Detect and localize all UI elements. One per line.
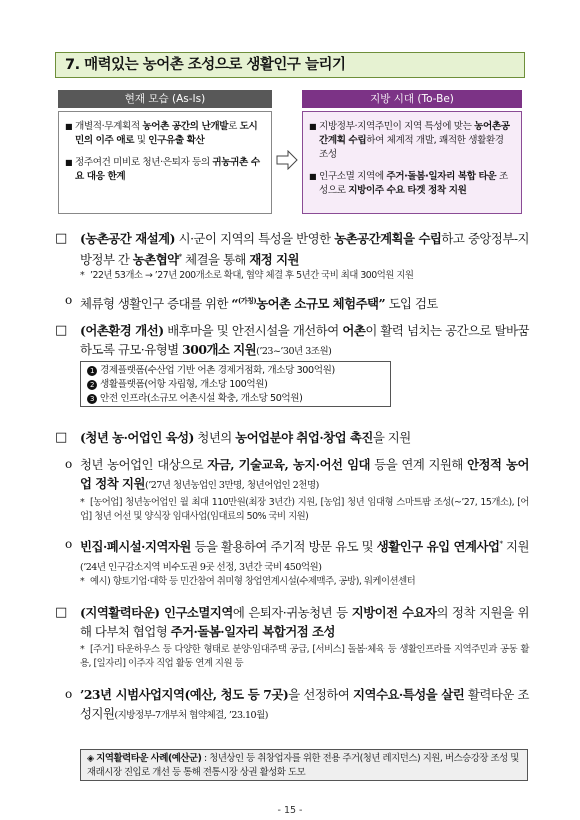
square-bullet-icon: ■ xyxy=(65,158,73,167)
section-rural-redesign: □ (농촌공간 재설계) 시·군이 지역의 특성을 반영한 농촌공간계획을 수립하고 중앙정부-지방정부 간 농촌협약* 체결을 통해 재정 지원 xyxy=(55,231,529,268)
to-be-box xyxy=(302,111,522,214)
section-vitality-town: □ (지역활력타운) 인구소멸지역에 은퇴자·귀농청년 등 지방이전 수요자의 정착 지원을 위해 다부처 협업형 주거·돌봄·일자리 복합거점 조성 xyxy=(55,605,529,639)
to-be-item-1: 지방정부·지역주민이 지역 특성에 맞는 농어촌공간계획 수립하여 체계적 개발, 쾌적한 생활환경 조성 xyxy=(319,121,510,160)
as-is-item-1: 개별적·무계획적 농어촌 공간의 난개발로 도시민의 이주 애로 및 인구유출 확산 xyxy=(75,121,258,146)
right-arrow-icon xyxy=(276,150,298,170)
as-is-header: 현재 모습 (As-Is) xyxy=(58,90,272,108)
note-youth-support: * [농어업] 청년농어업인 월 최대 110만원(최장 3년간) 지원, [농업] 청년 임대형 스마트팜 조성(~’27, 15개소), [어업] 청년 어선 및 양식장 임대사업(임대료의 50% 국비 지원) xyxy=(80,497,529,522)
case-text: : 청년상인 등 취창업자를 위한 전용 주거(청년 레지던스) 지원, 버스승강장 조성 및 재래시장 진입로 개선 등 통해 전통시장 상권 활성화 도모 xyxy=(87,753,519,778)
circle-bullet-icon: o xyxy=(65,537,72,551)
number-2-icon: 2 xyxy=(87,380,97,390)
note-vitality-town: * [주거] 타운하우스 등 다양한 형태로 분양·임대주택 공급, [서비스] 돌봄·체육 등 생활인프라를 지역주민과 공동 활용, [일자리] 이주자 직업 활동 연계 지원 등 xyxy=(80,644,529,669)
circle-bullet-icon: o xyxy=(65,687,72,701)
checkbox-square-icon: □ xyxy=(55,323,67,338)
checkbox-square-icon: □ xyxy=(55,605,67,620)
diamond-bullet-icon: ◈ xyxy=(87,753,94,764)
list-item: 2 생활플랫폼(어항 자립형, 개소당 100억원) xyxy=(87,378,384,392)
square-bullet-icon: ■ xyxy=(309,172,317,181)
number-1-icon: 1 xyxy=(87,366,97,376)
note-vacant-example: * 예시) 향토기업·대학 등 민간참여 취미형 창업연계시설(수제맥주, 공방), 워케이션센터 xyxy=(80,576,416,587)
list-item: 1 경제플랫폼(수산업 기반 어촌 경제거점화, 개소당 300억원) xyxy=(87,364,384,378)
to-be-header: 지방 시대 (To-Be) xyxy=(302,90,522,108)
sub-experience-housing: o 체류형 생활인구 증대를 위한 “$^{(가칭)}$농어촌 소규모 체험주택” 도입 검토 xyxy=(65,293,438,312)
section-youth-farmers: □ (청년 농·어업인 육성) 청년의 농어업분야 취업·창업 촉진을 지원 xyxy=(55,430,411,445)
sub-youth-settlement: o 청년 농어업인 대상으로 자금, 기술교육, 농지·어선 임대 등을 연계 지원해 안정적 농어업 정착 지원(’27년 청년농업인 3만명, 청년어업인 2천명) xyxy=(65,457,529,491)
circle-bullet-icon: o xyxy=(65,457,72,471)
sub-pilot-areas: o ’23년 시범사업지역(예산, 청도 등 7곳)을 선정하여 지역수요·특성을 살린 활력타운 조성지원(지방정부-7개부처 협약체결, ’23.10월) xyxy=(65,687,529,721)
section-fishing-village: □ (어촌환경 개선) 배후마을 및 안전시설을 개선하여 어촌이 활력 넘치는 공간으로 탈바꿈하도록 규모·유형별 300개소 지원(’23~’30년 3조원) xyxy=(55,323,529,357)
sub-vacant-facilities: o 빈집·폐시설·지역자원 등을 활용하여 주기적 방문 유도 및 생활인구 유입 연계사업* 지원(’24년 인구감소지역 비수도권 9곳 선정, 3년간 국비 450억원) xyxy=(65,537,529,574)
as-is-item-2: 정주여건 미비로 청년·은퇴자 등의 귀농귀촌 수요 대응 한계 xyxy=(75,157,260,182)
case-example-box xyxy=(80,749,528,781)
list-item: 3 안전 인프라(소규모 어촌시설 확충, 개소당 50억원) xyxy=(87,392,384,406)
checkbox-square-icon: □ xyxy=(55,231,67,246)
case-label: 지역활력타운 사례(예산군) xyxy=(96,753,202,764)
to-be-item-2: 인구소멸 지역에 주거·돌봄·일자리 복합 타운 조성으로 지방이주 수요 타겟 정착 지원 xyxy=(319,171,508,196)
fishing-support-list xyxy=(80,361,391,407)
checkbox-square-icon: □ xyxy=(55,430,67,445)
square-bullet-icon: ■ xyxy=(309,122,317,131)
section-title: 7. 매력있는 농어촌 조성으로 생활인구 늘리기 xyxy=(55,52,525,78)
circle-bullet-icon: o xyxy=(65,293,72,307)
page-number: - 15 - xyxy=(277,805,303,816)
note-rural-agreement: * ’22년 53개소 → ’27년 200개소로 확대, 협약 체결 후 5년간 국비 최대 300억원 지원 xyxy=(80,270,414,281)
square-bullet-icon: ■ xyxy=(65,122,73,131)
as-is-box xyxy=(58,111,272,214)
number-3-icon: 3 xyxy=(87,394,97,404)
